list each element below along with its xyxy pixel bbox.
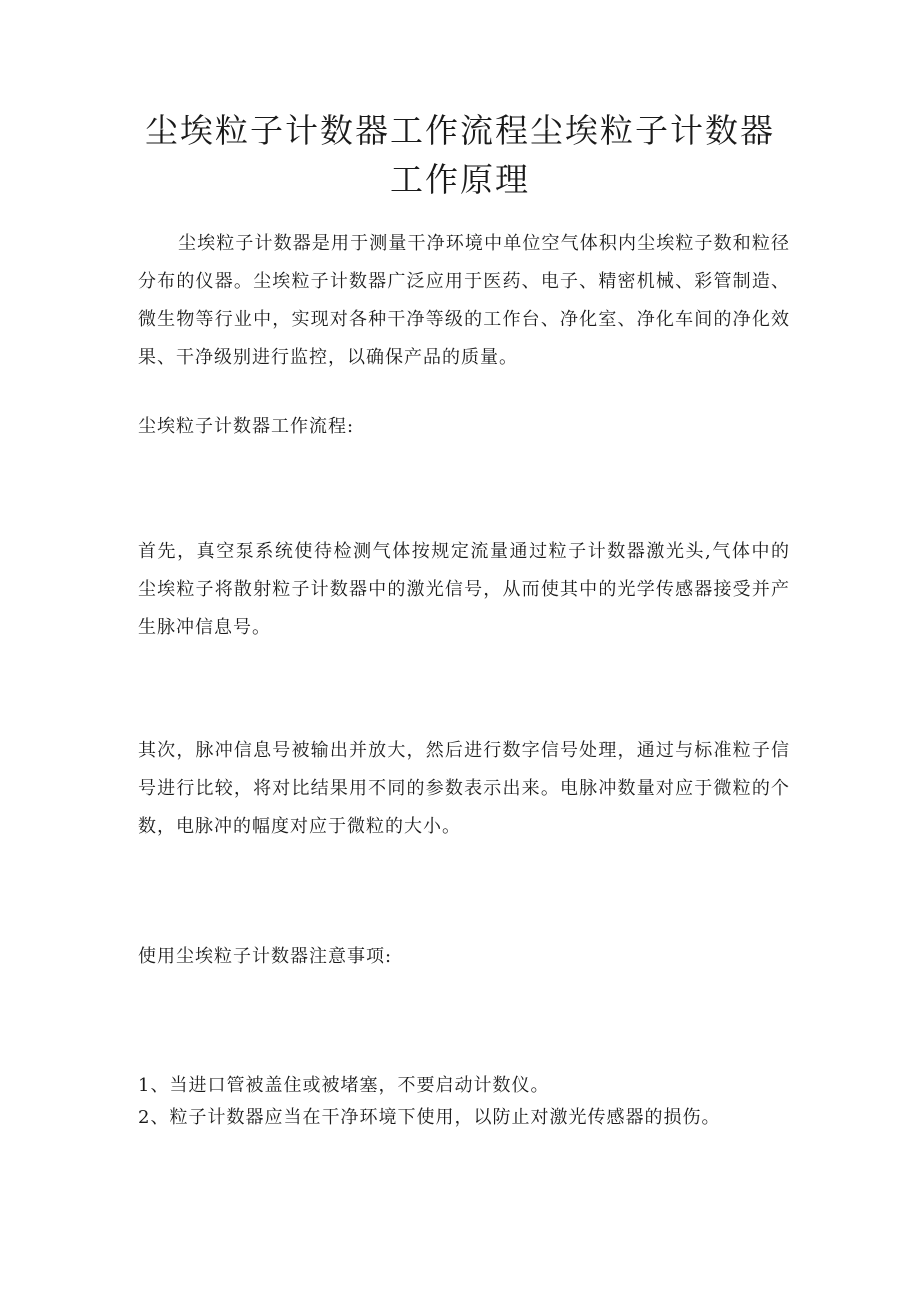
notes-list-item: 2、粒子计数器应当在干净环境下使用，以防止对激光传感器的损伤。	[138, 1107, 721, 1128]
workflow-step-second: 其次，脉冲信息号被输出并放大，然后进行数字信号处理，通过与标准粒子信号进行比较，将对比结果用不同的参数表示出来。电脉冲数量对应于微粒的个数，电脉冲的幅度对应于微粒的大小。	[138, 740, 790, 837]
notes-heading: 使用尘埃粒子计数器注意事项:	[138, 946, 393, 967]
notes-list-item: 1、当进口管被盖住或被堵塞，不要启动计数仪。	[138, 1075, 550, 1096]
document-title: 尘埃粒子计数器工作流程尘埃粒子计数器工作原理	[145, 111, 775, 199]
intro-paragraph: 尘埃粒子计数器是用于测量干净环境中单位空气体积内尘埃粒子数和粒径分布的仪器。尘埃粒子计数器广泛应用于医药、电子、精密机械、彩管制造、微生物等行业中，实现对各种干净等级的工作台、净化室、净化车间的净化效果、干净级别进行监控，以确保产品的质量。	[138, 233, 790, 368]
workflow-step-first: 首先，真空泵系统使待检测气体按规定流量通过粒子计数器激光头,气体中的尘埃粒子将散射粒子计数器中的激光信号，从而使其中的光学传感器接受并产生脉冲信息号。	[138, 541, 790, 638]
notes-list	[138, 1070, 790, 1134]
workflow-heading: 尘埃粒子计数器工作流程:	[138, 416, 355, 437]
